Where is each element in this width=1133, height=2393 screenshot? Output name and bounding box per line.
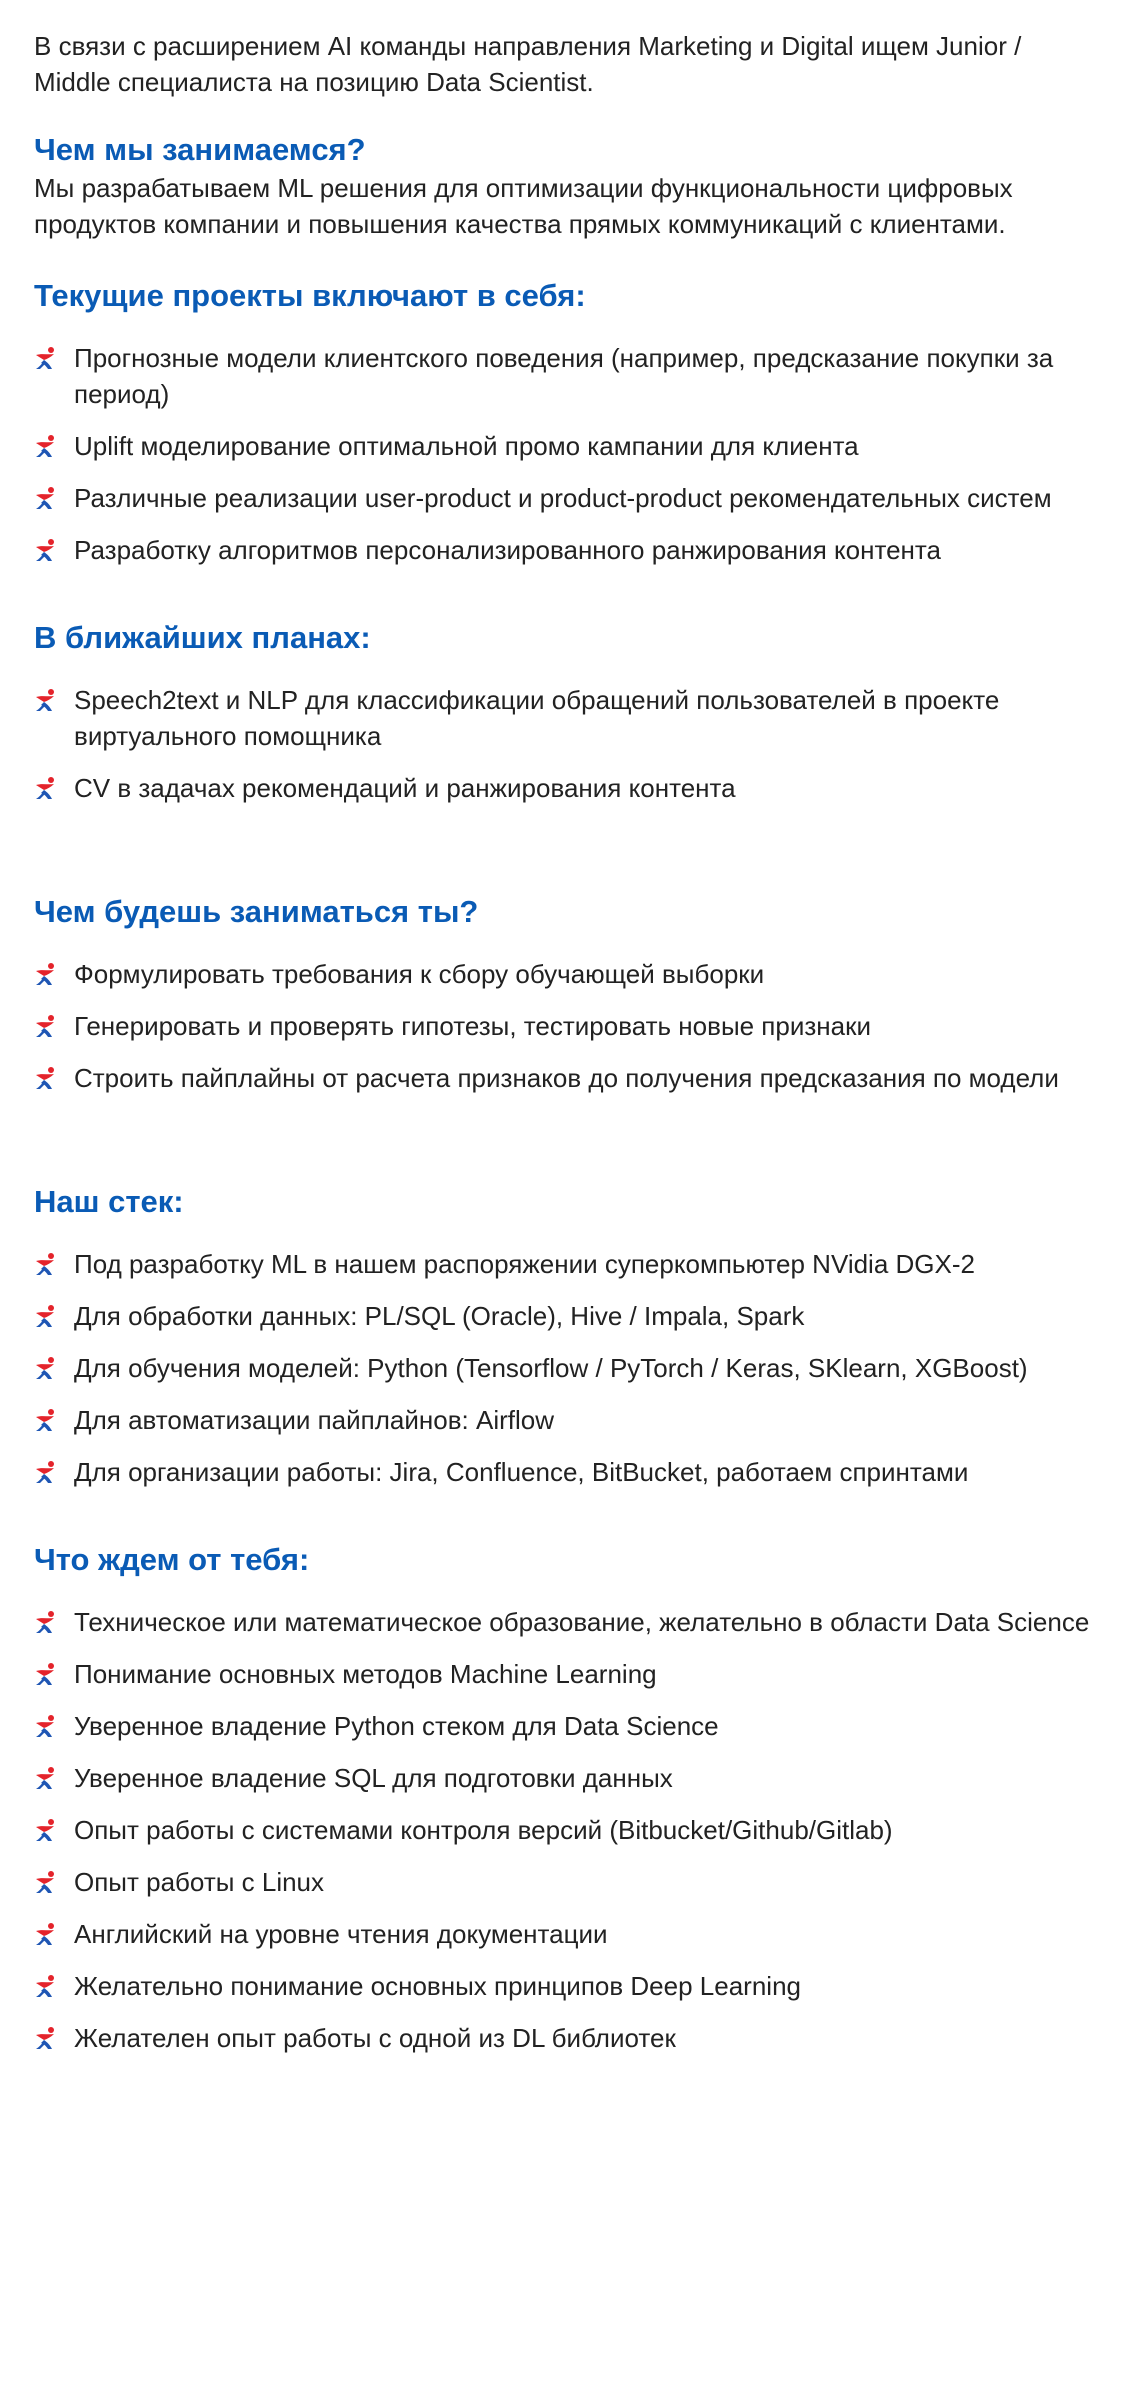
- running-figure-icon: [34, 1973, 60, 1999]
- running-figure-icon: [34, 1065, 60, 1091]
- list-item: Формулировать требования к сбору обучающей выборки: [34, 956, 1099, 992]
- running-figure-icon: [34, 1713, 60, 1739]
- list-item: Генерировать и проверять гипотезы, тестировать новые признаки: [34, 1008, 1099, 1044]
- running-figure-icon: [34, 1355, 60, 1381]
- intro-paragraph: В связи с расширением AI команды направления Marketing и Digital ищем Junior / Middle специалиста на позицию Data Scientist.: [34, 31, 1022, 97]
- running-figure-icon: [34, 961, 60, 987]
- list-item: Uplift моделирование оптимальной промо кампании для клиента: [34, 428, 1099, 464]
- list-item: CV в задачах рекомендаций и ранжирования контента: [34, 770, 1099, 806]
- list-item: Speech2text и NLP для классификации обращений пользователей в проекте виртуального помощника: [34, 682, 1099, 754]
- running-figure-icon: [34, 1459, 60, 1485]
- running-figure-icon: [34, 1869, 60, 1895]
- running-figure-icon: [34, 1609, 60, 1635]
- running-figure-icon: [34, 1013, 60, 1039]
- section-heading-our-stack: Наш стек:: [34, 1184, 184, 1219]
- running-figure-icon: [34, 1765, 60, 1791]
- section-heading-current-projects: Текущие проекты включают в себя:: [34, 278, 586, 313]
- running-figure-icon: [34, 485, 60, 511]
- running-figure-icon: [34, 433, 60, 459]
- list-item: Прогнозные модели клиентского поведения (например, предсказание покупки за период): [34, 340, 1099, 412]
- list-item: Понимание основных методов Machine Learning: [34, 1656, 1099, 1692]
- list-item: Разработку алгоритмов персонализированного ранжирования контента: [34, 532, 1099, 568]
- list-item: Строить пайплайны от расчета признаков до получения предсказания по модели: [34, 1060, 1099, 1096]
- list-item: Опыт работы с системами контроля версий (Bitbucket/Github/Gitlab): [34, 1812, 1099, 1848]
- about-paragraph: Мы разрабатываем ML решения для оптимизации функциональности цифровых продуктов компании и повышения качества прямых коммуникаций с клиентами.: [34, 173, 1013, 239]
- running-figure-icon: [34, 1817, 60, 1843]
- running-figure-icon: [34, 1407, 60, 1433]
- list-item: Для организации работы: Jira, Confluence, BitBucket, работаем спринтами: [34, 1454, 1099, 1490]
- list-our-stack: [34, 1246, 1099, 1490]
- running-figure-icon: [34, 537, 60, 563]
- list-item: Под разработку ML в нашем распоряжении суперкомпьютер NVidia DGX-2: [34, 1246, 1099, 1282]
- running-figure-icon: [34, 1303, 60, 1329]
- running-figure-icon: [34, 687, 60, 713]
- section-heading-requirements: Что ждем от тебя:: [34, 1542, 310, 1577]
- list-current-projects: [34, 340, 1099, 568]
- running-figure-icon: [34, 1251, 60, 1277]
- section-heading-your-tasks: Чем будешь заниматься ты?: [34, 894, 479, 929]
- running-figure-icon: [34, 775, 60, 801]
- list-near-plans: [34, 682, 1099, 806]
- list-item: Техническое или математическое образование, желательно в области Data Science: [34, 1604, 1099, 1640]
- list-item: Уверенное владение Python стеком для Data Science: [34, 1708, 1099, 1744]
- running-figure-icon: [34, 2025, 60, 2051]
- running-figure-icon: [34, 1661, 60, 1687]
- list-item: Уверенное владение SQL для подготовки данных: [34, 1760, 1099, 1796]
- list-requirements: [34, 1604, 1099, 2056]
- running-figure-icon: [34, 345, 60, 371]
- list-your-tasks: [34, 956, 1099, 1096]
- list-item: Желательно понимание основных принципов Deep Learning: [34, 1968, 1099, 2004]
- running-figure-icon: [34, 1921, 60, 1947]
- list-item: Опыт работы с Linux: [34, 1864, 1099, 1900]
- list-item: Для обучения моделей: Python (Tensorflow / PyTorch / Keras, SKlearn, XGBoost): [34, 1350, 1099, 1386]
- list-item: Различные реализации user-product и product-product рекомендательных систем: [34, 480, 1099, 516]
- list-item: Для автоматизации пайплайнов: Airflow: [34, 1402, 1099, 1438]
- list-item: Английский на уровне чтения документации: [34, 1916, 1099, 1952]
- about-heading: Чем мы занимаемся?: [34, 132, 366, 167]
- list-item: Для обработки данных: PL/SQL (Oracle), Hive / Impala, Spark: [34, 1298, 1099, 1334]
- list-item: Желателен опыт работы с одной из DL библиотек: [34, 2020, 1099, 2056]
- section-heading-near-plans: В ближайших планах:: [34, 620, 371, 655]
